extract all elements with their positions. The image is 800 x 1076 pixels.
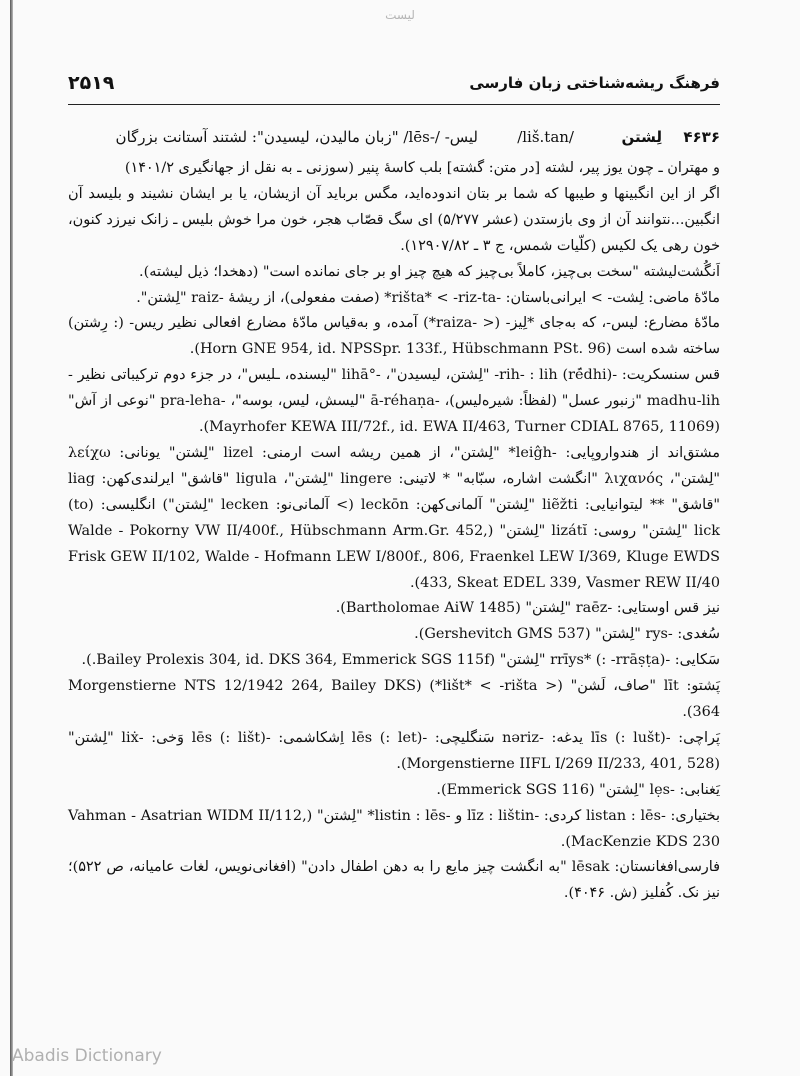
paragraph: اَنگُشت‌لیشته "سخت بی‌چیز، کاملاً بی‌چیز که هیچ چیز او بر جای نمانده است" (دهخدا؛ ذیل لیشته). [139, 263, 720, 280]
entry-head [68, 128, 720, 154]
running-header [68, 72, 720, 98]
header-rule [68, 104, 720, 105]
entry-definition: لیس- /-lēs/ "زبان مالیدن، لیسیدن": لشتند آستانت بزرگان [115, 128, 478, 146]
paragraph: سُغدی: -rys "لِشتن" (Gershevitch GMS 537). [414, 626, 720, 643]
entry-body [68, 156, 720, 907]
page-number: ۲۵۱۹ [68, 72, 115, 94]
paragraph: نیز قس اوستایی: -raēz "لِشتن" (Bartholomae AiW 1485). [335, 600, 720, 617]
paragraph: قس سنسکریت: -(ré̄dhi) rih- : lih- "لِشتن، لیسیدن"، -°lihā "لیسنده، ـلیس"، در جزء دوم ترکیباتی نظیر -madhu-lih "زنبور عسل" (لفظاً: شیره‌لیس)، -ā-réhaṇa "لیسش، لیس، بوسه"، -pra-leha "نوعی از آش" (Mayrhofer KEWA III/72f., id. EWA II/463, Turner CDIAL 8765, 11069). [68, 367, 720, 436]
paragraph: اگر از این انگبینها و طیبها که شما بر بتان اندوده‌اید، مگس برباید آن ازیشان، یا بر ایشان نشیند و بلیسد آن انگبین...نتوانند آن از وی بازستدن (عشر ۵/۲۷۷) ای سگ قصّاب هجر، خون مرا خوش بلیس ـ زانک نیرزد کنون، خون رهی یک لکیس (کلّیات شمس، ج ۳ ـ ۱۲۹۰۷/۸۲). [68, 185, 720, 254]
paragraph: بختیاری: -listan : lēs کردی: -līz : lištin و -listin : lēs* "لِشتن" (Vahman - Asatrian WIDM II/112, MacKenzie KDS 230). [68, 807, 720, 850]
paragraph: یَغنابی: -lẹs "لِشتن" (Emmerick SGS 116). [436, 781, 720, 798]
entry-number: ۴۶۳۶ [683, 128, 720, 146]
entry-headword: لِشتن [621, 128, 662, 146]
paragraph: مادّهٔ ماضی: لِشت- > ایرانی‌باستان: -rišta* < -riz-ta* (صفت مفعولی)، از ریشهٔ -raiz "لِشتن". [136, 289, 720, 306]
paragraph: پَراچی: -līs (: lušt) یدغه: -nəriz سَنگلیچی: -lēs (: let) اِشکاشمی: -lēs (: lišt) وَخی: -liẋ "لِشتن" (Morgenstierne IIFL I/269 II/233, 401, 528). [68, 729, 720, 772]
paragraph: فارسی‌افغانستان: lēsak "به انگشت چیز مایع را به دهن اطفال دادن" (افغانی‌نویس، لغات عامیانه، ص ۵۲۲)؛ نیز نک. کُفلیز (ش. ۴۰۴۶). [68, 859, 720, 902]
top-label: لیست [385, 8, 415, 22]
page-spine-shadow [10, 0, 13, 1076]
paragraph: مادّهٔ مضارع: لیس-، که به‌جای *لِیز- (< -raiza*) آمده، و به‌قیاس مادّهٔ مضارع افعالی نظیر ریس- (: رِشتن) ساخته شده است (Horn GNE 954, id. NPSSpr. 133f., Hübschmann PSt. 96). [68, 315, 720, 358]
paragraph: سَکایی: -rrīys* (: -rrāṣṭa) "لِشتن" (Bailey Prolexis 304, id. DKS 364, Emmerick SGS 115f.). [81, 652, 720, 669]
paragraph: مشتق‌اند از هندواروپایی: -leiĝh* "لِشتن"، از همین ریشه است ارمنی: lizel "لِشتن" یونانی: λείχω "لِشتن"، λιχανός "انگشت اشاره، سبّابه" * لاتینی: lingere "لِشتن"، ligula "قاشق" ایرلندی‌کهن: liag "قاشق" ** لیتوانیایی: liẽžti "لِشتن" آلمانی‌کهن: leckōn (> آلمانی‌نو: lecken "لِشتن") انگلیسی: (to) lick "لِشتن" روسی: lizátĭ "لِشتن" (Walde - Pokorny VW II/400f., Hübschmann Arm.Gr. 452, Frisk GEW II/102, Walde - Hofmann LEW I/800f., 806, Fraenkel LEW I/369, Kluge EWDS 433, Skeat EDEL 339, Vasmer REW II/40). [68, 444, 720, 591]
running-title: فرهنگ ریشه‌شناختی زبان فارسی [469, 74, 720, 92]
entry-pronunciation: /liš.tan/ [517, 128, 574, 146]
watermark: Abadis Dictionary [12, 1046, 162, 1066]
paragraph: پَشتو: līt "صاف، لَشن" (< lišt* < -rišta*) (Morgenstierne NTS 12/1942 264, Bailey DKS 364). [68, 678, 720, 721]
paragraph: و مهتران ـ چون یوز پیر، لشته [در متن: گشته] بلب کاسهٔ پنیر (سوزنی ـ به نقل از جهانگیری ۱۴۰۱/۲) [124, 160, 720, 176]
